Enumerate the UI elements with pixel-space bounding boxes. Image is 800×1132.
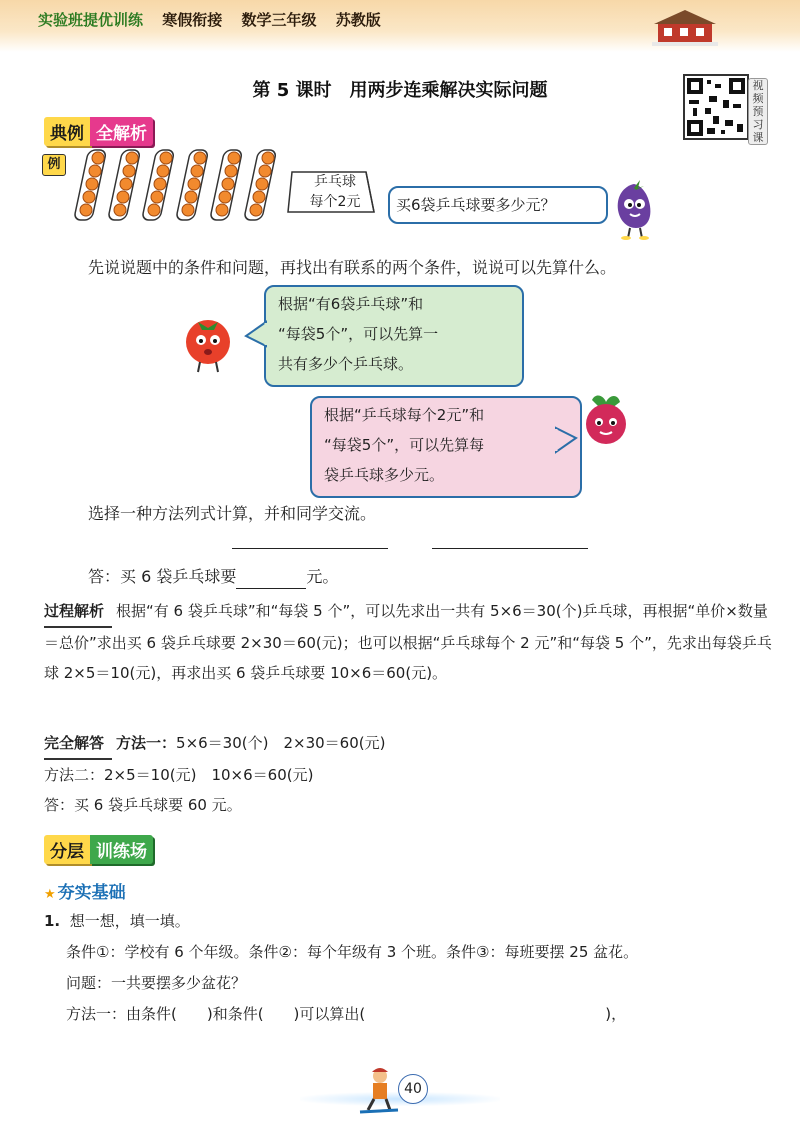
ping-pong-ball bbox=[154, 178, 166, 190]
ping-pong-ball bbox=[216, 204, 228, 216]
ping-pong-ball bbox=[182, 204, 194, 216]
ping-pong-ball bbox=[262, 152, 274, 164]
q1-method1[interactable]: 方法一：由条件( )和条件( )可以算出( )， bbox=[66, 1005, 627, 1023]
practice-header-b: 训练场 bbox=[90, 835, 153, 864]
hint-pink-line: “每袋5个”，可以先算每 bbox=[324, 436, 485, 454]
q1-title: 想一想，填一填。 bbox=[69, 912, 190, 930]
price-tag-line2: 每个2元 bbox=[309, 194, 361, 210]
hint-bubble-green bbox=[264, 285, 524, 387]
hint-bubble-pink bbox=[310, 396, 582, 498]
tomato-character-icon bbox=[176, 310, 240, 374]
ping-pong-ball bbox=[83, 191, 95, 203]
section-header-b: 全解析 bbox=[90, 117, 153, 146]
ping-pong-ball bbox=[86, 178, 98, 190]
hint-pink-line: 袋乒乓球多少元。 bbox=[324, 466, 445, 484]
header-text bbox=[38, 9, 395, 30]
ping-pong-ball bbox=[228, 152, 240, 164]
ping-pong-ball bbox=[194, 152, 206, 164]
publisher: 苏教版 bbox=[335, 11, 381, 29]
section-header-a: 典例 bbox=[44, 117, 90, 146]
eggplant-character-icon bbox=[604, 176, 664, 240]
complete-solution bbox=[44, 728, 385, 820]
hint-green-line: 根据“有6袋乒乓球”和 bbox=[278, 295, 424, 313]
series-name: 实验班提优训练 bbox=[38, 11, 144, 29]
ping-pong-ball bbox=[225, 165, 237, 177]
process-analysis bbox=[44, 596, 774, 688]
q1-question: 问题：一共要摆多少盆花？ bbox=[66, 974, 247, 992]
ping-pong-ball bbox=[123, 165, 135, 177]
ping-pong-ball bbox=[256, 178, 268, 190]
ping-pong-ball bbox=[160, 152, 172, 164]
ping-pong-ball bbox=[80, 204, 92, 216]
ping-pong-ball bbox=[157, 165, 169, 177]
answer-sentence bbox=[88, 565, 338, 589]
ping-pong-ball bbox=[185, 191, 197, 203]
analysis-text: 根据“有 6 袋乒乓球”和“每袋 5 个”，可以先求出一共有 5×6＝30(个)乒乓球，再根据“单价×数量＝总价”求出买 6 袋乒乓球要 2×30＝60(元)；也可以根据“乒乓球每个 2 元”和“每袋 5 个”，先求出每袋乒乓球 2×5＝10(元)，再求出买 6 袋乒乓球要 10×6＝60(元)。 bbox=[44, 602, 772, 682]
page-number: 40 bbox=[398, 1074, 428, 1104]
radish-character-icon bbox=[572, 390, 640, 452]
analysis-tag: 过程解析 bbox=[44, 596, 112, 628]
example-section-header bbox=[44, 118, 153, 144]
subsection-label: 夯实基础 bbox=[57, 883, 126, 903]
ping-pong-ball bbox=[148, 204, 160, 216]
q1-number: 1. bbox=[44, 912, 61, 930]
solution-tag: 完全解答 bbox=[44, 728, 112, 760]
subject: 数学三年级 bbox=[241, 11, 317, 29]
ping-pong-ball bbox=[253, 191, 265, 203]
ping-pong-ball bbox=[188, 178, 200, 190]
method2-text: 方法二：2×5＝10(元) 10×6＝60(元) bbox=[44, 766, 314, 784]
ping-pong-ball bbox=[117, 191, 129, 203]
example-prompt-1: 先说说题中的条件和问题，再找出有联系的两个条件，说说可以先算什么。 bbox=[88, 258, 617, 277]
hint-green-line: 共有多少个乒乓球。 bbox=[278, 355, 414, 373]
bubble-pointer bbox=[244, 320, 268, 348]
question-1 bbox=[44, 906, 784, 1030]
method1-text: 5×6＝30(个) 2×30＝60(元) bbox=[176, 734, 386, 752]
price-tag-line1: 乒乓球 bbox=[314, 174, 356, 190]
video-preview-label: 视频预习课 bbox=[748, 78, 768, 145]
practice-header-a: 分层 bbox=[44, 835, 90, 864]
answer-blank[interactable] bbox=[236, 570, 306, 589]
question-bubble: 买6袋乒乓球要多少元？ bbox=[388, 186, 608, 224]
house-illustration bbox=[652, 8, 718, 46]
qr-code-icon[interactable] bbox=[683, 74, 749, 140]
ping-pong-ball bbox=[250, 204, 262, 216]
lesson-title: 第 5 课时 用两步连乘解决实际问题 bbox=[252, 80, 548, 101]
practice-section-header bbox=[44, 836, 153, 862]
price-tag-text bbox=[300, 172, 370, 212]
ping-pong-ball bbox=[92, 152, 104, 164]
ping-pong-ball bbox=[114, 204, 126, 216]
method1-label: 方法一： bbox=[116, 734, 177, 752]
ping-pong-ball bbox=[89, 165, 101, 177]
ping-pong-bags-illustration bbox=[72, 148, 284, 223]
ping-pong-ball bbox=[259, 165, 271, 177]
edition: 寒假衔接 bbox=[162, 11, 223, 29]
star-icon: ★ bbox=[44, 887, 56, 902]
solution-answer: 答：买 6 袋乒乓球要 60 元。 bbox=[44, 796, 242, 814]
skiing-boy-icon bbox=[358, 1066, 402, 1116]
ping-pong-ball bbox=[151, 191, 163, 203]
answer-blank-1[interactable] bbox=[232, 548, 388, 549]
ping-pong-ball bbox=[126, 152, 138, 164]
q1-conditions: 条件①：学校有 6 个年级。条件②：每个年级有 3 个班。条件③：每班要摆 25 盆花。 bbox=[66, 943, 639, 961]
answer-suffix: 元。 bbox=[306, 567, 339, 586]
ping-pong-ball bbox=[191, 165, 203, 177]
hint-pink-line: 根据“乒乓球每个2元”和 bbox=[324, 406, 485, 424]
example-prompt-2: 选择一种方法列式计算，并和同学交流。 bbox=[88, 504, 377, 523]
answer-blank-2[interactable] bbox=[432, 548, 588, 549]
example-badge: 例 bbox=[42, 154, 66, 176]
ping-pong-ball bbox=[222, 178, 234, 190]
ping-pong-ball bbox=[120, 178, 132, 190]
hint-green-line: “每袋5个”，可以先算一 bbox=[278, 325, 439, 343]
ping-pong-ball bbox=[219, 191, 231, 203]
answer-prefix: 答：买 6 袋乒乓球要 bbox=[88, 567, 237, 586]
practice-subsection-title bbox=[44, 878, 126, 903]
